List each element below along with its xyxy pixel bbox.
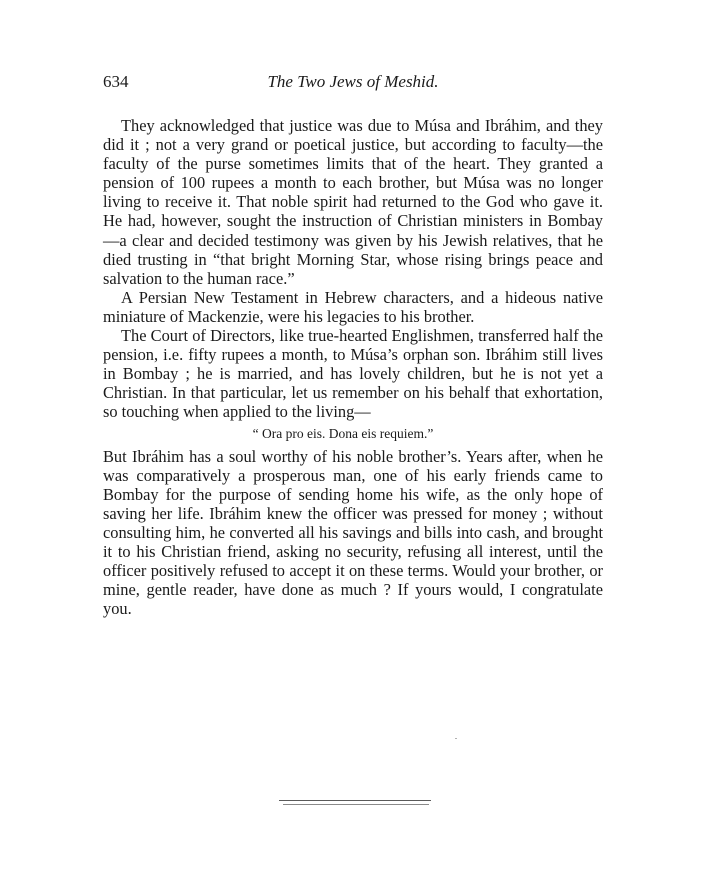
paragraph-legacies: A Persian New Testament in Hebrew characters, and a hideous native miniature of Mackenzie, were his legacies to his brother. — [103, 287, 603, 326]
end-rule-bottom — [283, 804, 429, 805]
paragraph-court-of-directors: The Court of Directors, like true-hearted Englishmen, transferred half the pension, i.e. fifty rupees a month, to Músa’s orphan son. Ibráhim still lives in Bombay ; he is married, and has lovely children, but he is not yet a Christian. In that particular, let us remember on his behalf that exhortation, so touching when applied to the living— — [103, 326, 603, 422]
print-speck — [455, 738, 457, 739]
running-title: The Two Jews of Meshid. — [267, 72, 439, 91]
paragraph-ibrahim: But Ibráhim has a soul worthy of his noble brother’s. Years after, when he was comparatively a prosperous man, one of his early friends came to Bombay for the purpose of sending home his wife, as the only hope of saving her life. Ibráhim knew the officer was pressed for money ; without consulting him, he converted all his savings and bills into cash, and brought it to his Christian friend, asking no security, refusing all interest, until the officer positively refused to accept it on these terms. Would your brother, or mine, gentle reader, have done as much ? If yours would, I congratulate you. — [103, 446, 603, 619]
book-page — [103, 72, 603, 618]
end-rule-top — [279, 800, 431, 801]
body-text — [103, 116, 603, 618]
latin-quote: “ Ora pro eis. Dona eis requiem.” — [252, 425, 434, 441]
page-number: 634 — [103, 72, 129, 91]
paragraph-pension: They acknowledged that justice was due to Músa and Ibráhim, and they did it ; not a very grand or poetical justice, but according to faculty—the faculty of the purse sometimes limits that of the heart. They granted a pension of 100 rupees a month to each brother, but Músa was no longer living to receive it. That noble spirit had returned to the God who gave it. He had, however, sought the instruction of Christian ministers in Bombay—a clear and decided testimony was given by his Jewish relatives, that he died trusting in “that bright Morning Star, whose rising brings peace and salvation to the human race.” — [103, 116, 603, 288]
page-header — [103, 72, 603, 98]
